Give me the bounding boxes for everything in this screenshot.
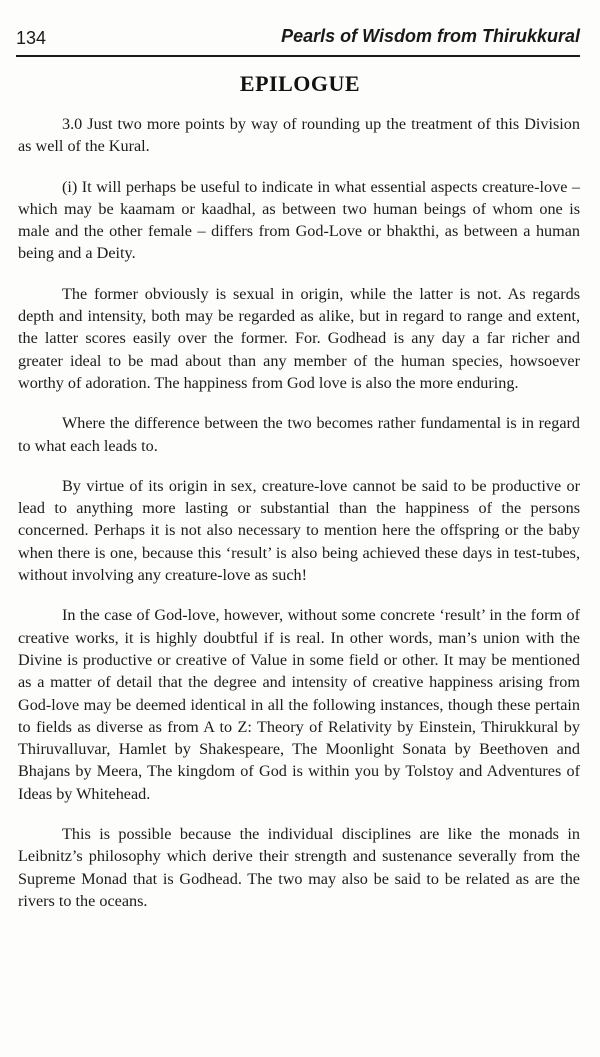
paragraph-intro: 3.0 Just two more points by way of rounding up the treatment of this Division as well of the Kural. bbox=[18, 115, 580, 156]
page-header bbox=[16, 25, 580, 57]
paragraph-creature-love: By virtue of its origin in sex, creature-love cannot be said to be productive or lead to anything more lasting or substantial than the happiness of the persons concerned. Perhaps it is not also necessary to mention here the offspring or the baby when there is one, because this ‘result’ is also being achieved these days in test-tubes, without involving any creature-love as such! bbox=[18, 476, 580, 585]
paragraph-monads: This is possible because the individual disciplines are like the monads in Leibnitz’s philosophy which derive their strength and sustenance severally from the Supreme Monad that is Godhead. The two may also be said to be related as are the rivers to the oceans. bbox=[18, 825, 580, 910]
paragraph-comparison: The former obviously is sexual in origin, while the latter is not. As regards depth and intensity, both may be regarded as alike, but in regard to range and extent, the latter scores easily over the former. For. Godhead is any day a far richer and greater ideal to be mad about than any member of the human species, howsoever worthy of adoration. The happiness from God love is also the more enduring. bbox=[18, 284, 580, 392]
paragraph-difference: Where the difference between the two becomes rather fundamental is in regard to what each leads to. bbox=[18, 414, 580, 455]
page-number: 134 bbox=[16, 28, 47, 48]
body-text bbox=[18, 113, 580, 930]
chapter-title: EPILOGUE bbox=[239, 71, 361, 96]
paragraph-god-love: In the case of God-love, however, without some concrete ‘result’ in the form of creative works, it is highly doubtful if is real. In other words, man’s union with the Divine is productive or creative of Value in some field or other. It may be mentioned as a matter of detail that the degree and intensity of creative happiness arising from God-love may be deemed identical in all the following instances, though these pertain to fields as diverse as from A to Z: Theory of Relativity by Einstein, Thirukkural by Thiruvalluvar, Hamlet by Shakespeare, The Moonlight Sonata by Beethoven and Bhajans by Meera, The kingdom of God is within you by Tolstoy and Adventures of Ideas by Whitehead. bbox=[18, 606, 580, 803]
running-title: Pearls of Wisdom from Thirukkural bbox=[281, 26, 580, 46]
paragraph-point-one: (i) It will perhaps be useful to indicate in what essential aspects creature-love – which may be kaamam or kaadhal, as between two human beings of whom one is male and the other female – differs from God-Love or bhakthi, as between a human being and a Deity. bbox=[18, 177, 580, 263]
